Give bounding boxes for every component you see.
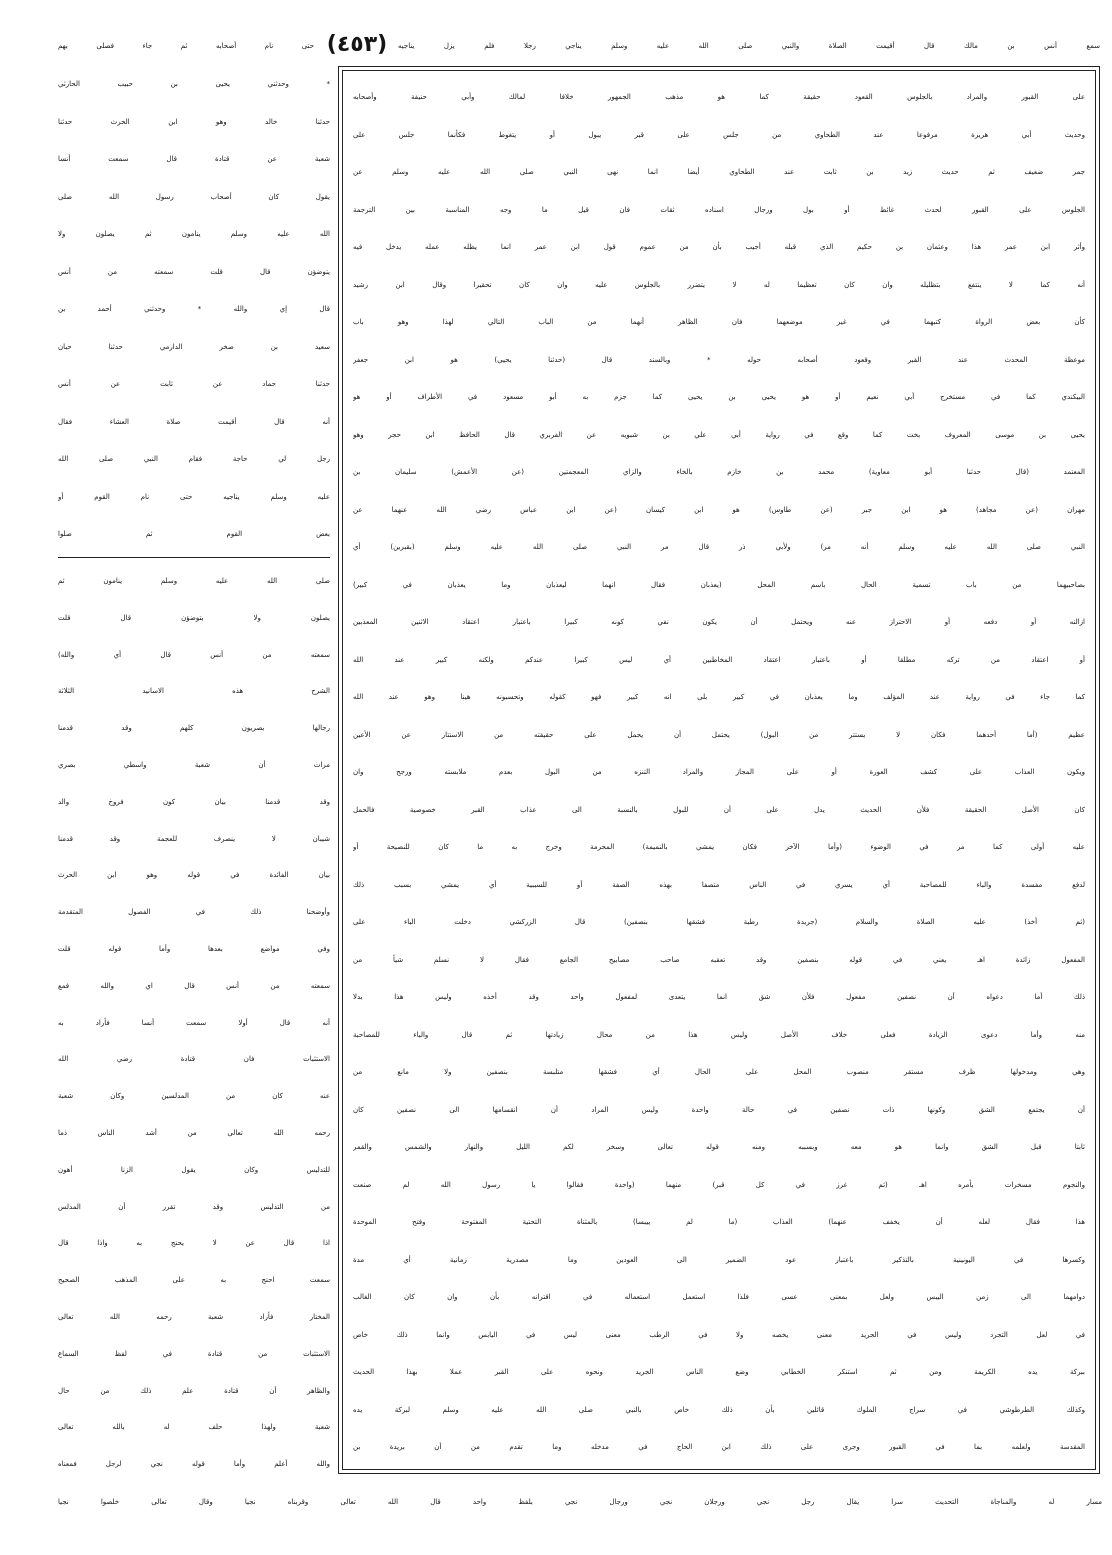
commentary-text-line: هذا فقال لعله أن يخفف عنهما) العذاب (ما لم ييبسا) بالمثناة التحتية المفتوحة وفتح الموحدة <box>353 1218 1085 1226</box>
hadith-text-line: أنه قال أقيمت صلاة العشاء فقال <box>58 417 330 426</box>
sharh-text-line: وأوضحنا ذلك في الفصول المتقدمة <box>58 908 330 917</box>
sharh-text-line: المختار فأراد شعبة رحمه الله تعالى <box>58 1312 330 1321</box>
commentary-text-line: وهي ومدخولها ظرف مستقر منصوب المحل على الحال أي فشقها متلبسة بنصفين ولا مانع من <box>353 1068 1085 1076</box>
running-header-right <box>398 28 1100 64</box>
commentary-text-line: ثابتا قبل الشق وانما هو معه وبسببه ومنه قوله تعالى وسخر لكم الليل والنهار والشمس والقمر <box>353 1143 1085 1151</box>
sharh-text-line: اذا قال عن لا يحتج به واذا قال <box>58 1239 330 1248</box>
sharh-text-line: وقد قدمنا بيان كون فروخ والد <box>58 797 330 806</box>
commentary-text-line: وكذلك الطرطوشي في سراج الملوك قائلين بأن ذلك خاص بالنبي صلى الله عليه وسلم لبركة يده <box>353 1405 1085 1414</box>
commentary-text-line: بصاحبيهما من باب تسمية الحال باسم المحل (يعذبان فقال انهما ليعذبان وما يعذبان في كبير) <box>353 580 1085 589</box>
commentary-text-line: وحديث أبي هريرة مرفوعا عند الطحاوي من جلس على قبر يبول أو يتغوط فكأنما جلس على <box>353 130 1085 139</box>
running-header-left <box>58 28 314 64</box>
header-text: سمع أنس بن مالك قال أقيمت الصلاة والنبي صلى الله عليه وسلم يناجي رجلا فلم يزل يناجيه <box>398 42 1100 50</box>
sharh-text-line: رحمه الله تعالى من أشد الناس ذما <box>58 1128 330 1137</box>
sharh-text-line: سمعته من أنس قال اي والله فمع <box>58 981 330 990</box>
sharh-text-line: الاستثبات فان قتادة رضي الله <box>58 1055 330 1064</box>
commentary-text-block <box>353 79 1085 1467</box>
hadith-text-line: حدثنا خالد وهو ابن الحرث حدثنا <box>58 117 330 126</box>
commentary-text-line: كما جاء في رواية عند المؤلف وما يعذبان في كبير بلى انه كبير فهو كقوله وتحسبونه هينا وهو عند الله <box>353 693 1085 701</box>
hadith-text-line: سعيد بن صخر الدارمي حدثنا حبان <box>58 342 330 351</box>
hadith-text-line: يتوضؤن قال قلت سمعته من أنس <box>58 267 330 276</box>
commentary-text-line: منه وأما دعوى الزيادة فعلى خلاف الأصل وليس هذا من محال زيادتها ثم قال والباء للمصاحبة <box>353 1030 1085 1039</box>
sharh-text-line: صلى الله عليه وسلم ينامون ثم <box>58 577 330 585</box>
hadith-text-line: بعض القوم ثم صلوا <box>58 530 330 538</box>
commentary-text-line: لدفع مفسدة والباء للمصاحبة أي يسري في الناس متصفا بهذه الصفة أو للسببية أي يمشي بسبب ذلك <box>353 880 1085 889</box>
commentary-text-line: البيكندي كما في مستخرج أبي نعيم أو هو يحيى بن يحيى كما جزم به أبو مسعود في الأطراف أو هو <box>353 393 1085 401</box>
hadith-text-line: * وحدثني يحيى بن حبيب الحارثي <box>58 80 330 88</box>
commentary-text-line: كأن بعض الرواة كتبهما في غير موضعهما فان الظاهر أنهما من الباب التالي لهذا وهو باب <box>353 318 1085 326</box>
commentary-text-line: عليه أولى كما مر في الوضوء (وأما الآخر فكان يمشي بالنميمة) المحرمة وخرج به ما كان للنصيحة أو <box>353 843 1085 851</box>
commentary-text-line: كان الأصل الحقيقة فلأن الحديث يدل على أن للبول بالنسبة الى عذاب القبر خصوصية فالحمل <box>353 805 1085 814</box>
sharh-text-line: بيان الفائدة في قوله وهو ابن الحرث <box>58 871 330 880</box>
commentary-text-line: النبي صلى الله عليه وسلم أنه مر) ولأبي ذر قال مر النبي صلى الله عليه وسلم (بقبرين) أي <box>353 543 1085 551</box>
commentary-text-line: المعتمد (قال حدثنا أبو معاوية) محمد بن خازم بالخاء والزاي المعجمتين (عن الأعمش) سليمان بن <box>353 468 1085 476</box>
commentary-text-line: ويكون العذاب على كشف العورة أو على المجاز والمراد التنزه من البول بعدم ملابسته ورجح وان <box>353 768 1085 776</box>
sharh-text-line: وفي مواضع بعدها وأما قوله قلت <box>58 944 330 953</box>
commentary-text-line: وكسرها في اليونينية بالتذكير باعتبار عود الضمير الى العودين وما مصدرية زمانية أي مدة <box>353 1255 1085 1264</box>
commentary-text-line: دوامهما الى زمن اليبس ولعل بمعنى عسى فلذا استعمل استعماله في اقترانه بأن وان كان الغالب <box>353 1293 1085 1301</box>
commentary-text-line: المفعول زائدة اهـ يعني في قوله بنصفين وقد تعقبه صاحب مصابيح الجامع فقال لا نسلم شيأ من <box>353 955 1085 964</box>
footer-text: مسار له والمناجاة التحديث سرا يقال رجل نجي ورجلان نجي ورجال نجي بلفظ واحد قال الله تعالى وقربناه نجيا وقال تعالى خلصوا نجيا <box>58 1498 1102 1506</box>
commentary-text-line: ببركة يده الكريمة ومن ثم استنكر الخطابي وضع الناس الجريد ونحوه على القبر عملا بهذا الحديث <box>353 1368 1085 1376</box>
sharh-text-line: الاستثبات من قتادة في لفظ السماع <box>58 1349 330 1358</box>
hadith-text-line: قال إي والله * وحدثني أحمد بن <box>58 305 330 313</box>
commentary-text-line: ازالته أو دفعه أو الاحتراز عنه ويحتمل أن يكون نفي كونه كبيرا باعتبار اعتقاد الاثنين المعذبين <box>353 618 1085 626</box>
commentary-frame-inner <box>342 70 1096 1470</box>
sharh-text-line: شيبان لا ينصرف للعجمة وقد قدمنا <box>58 834 330 843</box>
commentary-frame <box>338 66 1100 1474</box>
sharh-text-line: سمعت احتج به على المذهب الصحيح <box>58 1276 330 1285</box>
commentary-text-line: موعظة المحدث عند القبر وقعود أصحابه حوله * وبالسند قال (حدثنا يحيى) هو ابن جعفر <box>353 355 1085 364</box>
commentary-text-line: جمر ضعيف ثم حديث زيد بن ثابت عند الطحاوي أيضا انما نهى النبي صلى الله عليه وسلم عن <box>353 168 1085 176</box>
commentary-text-line: الجلوس على القبور لحدث غائط أو بول ورجال اسناده ثقات فان قيل ما وجه المناسبة بين الترجمة <box>353 205 1085 214</box>
sharh-text-line: أنه قال أولا سمعت أنسا فأراد به <box>58 1018 330 1027</box>
hadith-text-line: شعبة عن قتادة قال سمعت أنسا <box>58 155 330 163</box>
sharh-text-line: رجالها بصريون كلهم وقد قدمنا <box>58 724 330 733</box>
commentary-text-line: وأثر ابن عمر هذا وعثمان بن حكيم الذي قبله أجيب بأن من عموم قول ابن عمر انما يظله عمله يدخل فيه <box>353 243 1085 251</box>
sharh-text-line: يصلون ولا يتوضؤن قال قلت <box>58 613 330 622</box>
commentary-text-line: والنجوم مسخرات بأمره اهـ (ثم غرز في كل قبر) منهما (واحدة فقالوا يا رسول الله لم صنعت <box>353 1180 1085 1189</box>
margin-sharh-block <box>58 563 330 1483</box>
commentary-text-line: (ثم أخذ) عليه الصلاة والسلام (جريدة رطبة فشقها بنصفين) قال الزركشي دخلت الباء على <box>353 918 1085 926</box>
hadith-text-line: يقول كان أصحاب رسول الله صلى <box>58 192 330 201</box>
sharh-text-line: والظاهر أن قتادة علم ذلك من حال <box>58 1386 330 1395</box>
commentary-text-line: المقدسة ولعلمه بما في القبور وجرى على ذلك ابن الحاج في مدخله وما تقدم من أن بريدة بن <box>353 1443 1085 1451</box>
sharh-text-line: للتدليس وكان يقول الزنا أهون <box>58 1165 330 1174</box>
sharh-text-line: الشرح هذه الاسانيد الثلاثة <box>58 687 330 696</box>
commentary-text-line: أنه كما لا ينتفع بتظليله وان كان تعظيما له لا يتضرر بالجلوس عليه وان كان تحقيرا وقال ابن رشيد <box>353 280 1085 289</box>
sharh-text-line: سمعته من أنس قال أي والله) <box>58 650 330 659</box>
hadith-text-line: الله عليه وسلم ينامون ثم يصلون ولا <box>58 230 330 238</box>
commentary-text-line: مهران (عن مجاهد) هو ابن جبر (عن طاوس) هو ابن كيسان (عن ابن عباس رضي الله عنهما عن <box>353 505 1085 514</box>
commentary-text-line: أن يجتمع الشق وكونها ذات نصفين في حالة واحدة وليس المراد أن انقسامها الى نصفين كان <box>353 1105 1085 1114</box>
sharh-text-line: من التدليس وقد تقرر أن المدلس <box>58 1202 330 1211</box>
hadith-text-line: عليه وسلم يناجيه حتى نام القوم أو <box>58 492 330 501</box>
sharh-text-line: مرات أن شعبة واسطي بصري <box>58 760 330 769</box>
header-text: حتى نام أصحابه ثم جاء فصلى بهم <box>58 42 314 50</box>
commentary-text-line: عظيم (أما أحدهما فكان لا يستتر من البول) يحتمل أن يحمل على حقيقته من الاستتار عن الأعين <box>353 730 1085 739</box>
hadith-text-line: رجل لي حاجة فقام النبي صلى الله <box>58 455 330 463</box>
commentary-text-line: ذلك أما دعواه أن نصفين مفعول فلأن شق انما يتعدى لمفعول واحد وقد أخذه وليس هذا بدلا <box>353 993 1085 1001</box>
footer-continuation <box>58 1484 1102 1520</box>
commentary-text-line: يحيى بن موسى المعروف بخت كما وقع في رواية أبي علي بن شبويه عن الفربري قال الحافظ ابن حجر وهو <box>353 430 1085 439</box>
commentary-text-line: على القبور والمراد بالجلوس القعود حقيقة كما هو مذهب الجمهور خلافا لمالك وأبي حنيفة وأصحابه <box>353 93 1085 101</box>
page-number: (٤٥٣) <box>326 32 388 57</box>
sharh-text-line: شعبة ولهذا حلف له بالله تعالى <box>58 1423 330 1432</box>
sharh-text-line: والله أعلم وأما قوله نجي لرجل فمعناه <box>58 1460 330 1469</box>
commentary-text-line: أو اعتقاد من تركه مطلقا أو باعتبار اعتقاد المخاطبين أي ليس كبيرا عندكم ولكنه كبير عند الله <box>353 655 1085 664</box>
hadith-text-line: حدثنا حماد عن ثابت عن أنس <box>58 380 330 388</box>
margin-divider <box>58 557 330 558</box>
margin-hadith-block <box>58 66 330 554</box>
sharh-text-line: عنه كان من المدلسين وكان شعبة <box>58 1092 330 1101</box>
commentary-text-line: في لعل التجرد وليس في الجريد معنى يخصه ولا في الرطب معنى ليس في اليابس وانما ذلك خاص <box>353 1330 1085 1339</box>
